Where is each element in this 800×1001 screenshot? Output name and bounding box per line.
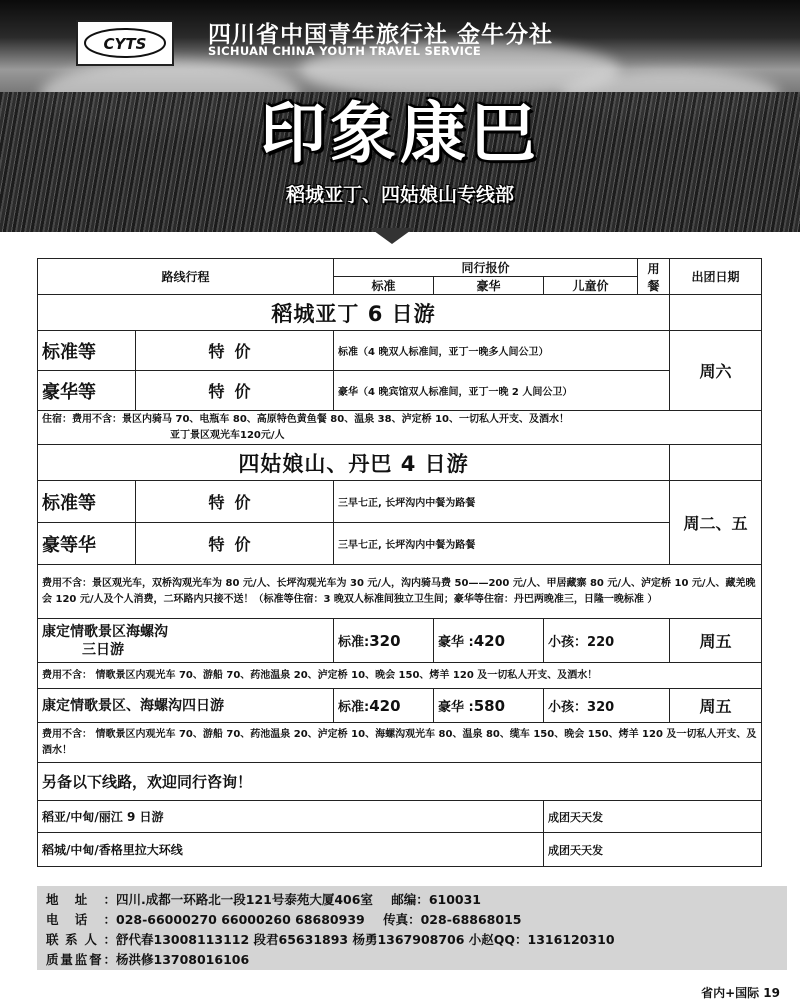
tour4-title: 康定情歌景区、海螺沟四日游 [38,689,334,723]
tour1-desc-standard: 标准（4 晚双人标准间，亚丁一晚多人间公卫） [334,331,670,371]
extra-route-info: 成团天天发 [544,801,762,833]
contact-person-row [46,930,615,948]
phone-value: 028-66000270 66000260 68680939 [116,912,365,927]
logo-icon [82,25,168,61]
extra-route-info: 成团天天发 [544,833,762,867]
org-name-cn: 四川省中国青年旅行社 金牛分社 [208,22,554,48]
header-deluxe: 豪华 [434,277,544,295]
company-logo [76,20,174,66]
extra-routes-heading: 另备以下线路，欢迎同行咨询！ [38,763,762,801]
tour3-title [38,619,334,663]
supervisor-label: 质量监督： [46,952,116,967]
fax-label: 传真： [383,912,421,927]
tour3-child-value: 220 [587,635,615,650]
tour4-deluxe-label: 豪华 : [438,700,474,715]
tour3-standard-value: 320 [369,632,401,650]
supervisor-value: 杨洪修13708016106 [116,952,250,967]
tour2-price-standard: 特价 [136,481,334,523]
header-route: 路线行程 [38,259,334,295]
extra-route-name: 稻亚/中甸/丽江 9 日游 [38,801,544,833]
tour2-grade-standard: 标准等 [38,481,136,523]
tour1-grade-standard: 标准等 [38,331,136,371]
tour4-standard-label: 标准: [338,700,370,715]
tour4-standard-value: 420 [369,697,401,715]
tour4-note: 费用不含： 情歌景区内观光车 70、游船 70、药池温泉 20、泸定桥 10、海螺沟观光车 80、温泉 80、缆车 150、晚会 150、烤羊 120 及一切私人开支、及酒水！ [38,723,762,763]
tour3-departure-day: 周五 [670,619,762,663]
header-child: 儿童价 [544,277,638,295]
org-name-en: SICHUAN CHINA YOUTH TRAVEL SERVICE [208,44,482,58]
tour3-child-price [544,619,670,663]
tour4-child-price [544,689,670,723]
tour1-grade-deluxe: 豪华等 [38,371,136,411]
zip-label: 邮编： [391,892,429,907]
tour2-title: 四姑娘山、丹巴 4 日游 [38,445,670,481]
tour3-note: 费用不含： 情歌景区内观光车 70、游船 70、药池温泉 20、泸定桥 10、晚会 150、烤羊 120 及一切私人开支、及酒水！ [38,663,762,689]
contact-person-label: 联系人： [46,932,116,947]
tour2-price-deluxe: 特价 [136,523,334,565]
tour2-grade-deluxe: 豪等华 [38,523,136,565]
svg-text:CYTS: CYTS [103,35,147,53]
extra-route-name: 稻城/中甸/香格里拉大环线 [38,833,544,867]
page-number: 省内+国际 19 [701,986,780,1000]
contact-person-value: 舒代春13008113112 段君65631893 杨勇1367908706 小赵QQ：1316120310 [116,932,615,947]
tour4-standard-price [334,689,434,723]
tour3-child-label: 小孩： [548,635,588,650]
tour1-title: 稻城亚丁 6 日游 [38,295,670,331]
tour3-deluxe-label: 豪华 : [438,635,474,650]
banner-notch-decoration [370,228,414,244]
header-meal: 用餐 [638,259,670,295]
contact-footer [37,886,787,970]
subheadline: 稻城亚丁、四姑娘山专线部 [285,184,514,206]
tour-price-table [37,258,761,867]
tour3-title-line1: 康定情歌景区海螺沟 [42,623,168,640]
tour2-day-blank [670,445,762,481]
tour1-note [38,411,762,445]
header-departure: 出团日期 [670,259,762,295]
address-value: 四川.成都一环路北一段121号泰苑大厦406室 [116,892,373,907]
header-quote: 同行报价 [334,259,638,277]
phone-row [46,910,521,928]
tour3-standard-label: 标准: [338,635,370,650]
tour2-desc-deluxe: 三早七正, 长坪沟内中餐为路餐 [334,523,670,565]
header-standard: 标准 [334,277,434,295]
headline: 印象康巴 [260,95,540,172]
header-banner [0,0,800,232]
tour2-note: 费用不含：景区观光车，双桥沟观光车为 80 元/人、长坪沟观光车为 30 元/人，沟内骑马费 50——200 元/人、甲居藏寨 80 元/人、泸定桥 10 元/人、藏羌晚会 120 元/人及个人消费，二环路内只接不送！（标准等住宿：3 晚双人标准间独立卫生间；豪华等住宿：丹巴两晚准三，日隆一晚标准 ） [38,565,762,619]
address-row [46,890,481,908]
zip-value: 610031 [428,892,481,907]
tour1-day-blank [670,295,762,331]
tour4-deluxe-value: 580 [473,697,506,715]
tour3-title-line2: 三日游 [82,641,124,658]
tour4-departure-day: 周五 [670,689,762,723]
tour4-deluxe-price [434,689,544,723]
address-label: 地址： [46,892,116,907]
supervisor-row [46,950,249,968]
tour1-desc-deluxe: 豪华（4 晚宾馆双人标准间，亚丁一晚 2 人间公卫） [334,371,670,411]
tour2-desc-standard: 三早七正, 长坪沟内中餐为路餐 [334,481,670,523]
phone-label: 电话： [46,912,116,927]
tour1-note-line2: 亚丁景区观光车120元/人 [170,429,285,441]
tour1-departure-day: 周六 [670,331,762,411]
tour4-child-value: 320 [587,700,615,715]
tour1-price-deluxe: 特价 [136,371,334,411]
tour4-child-label: 小孩： [548,700,588,715]
tour3-deluxe-value: 420 [473,632,506,650]
tour3-deluxe-price [434,619,544,663]
tour3-standard-price [334,619,434,663]
tour1-note-line1: 住宿：费用不含：景区内骑马 70、电瓶车 80、高原特色黄鱼餐 80、温泉 38、泸定桥 10、一切私人开支、及酒水！ [42,413,569,425]
fax-value: 028-68868015 [420,912,522,927]
tour1-price-standard: 特价 [136,331,334,371]
tour2-departure-day: 周二、五 [670,481,762,565]
